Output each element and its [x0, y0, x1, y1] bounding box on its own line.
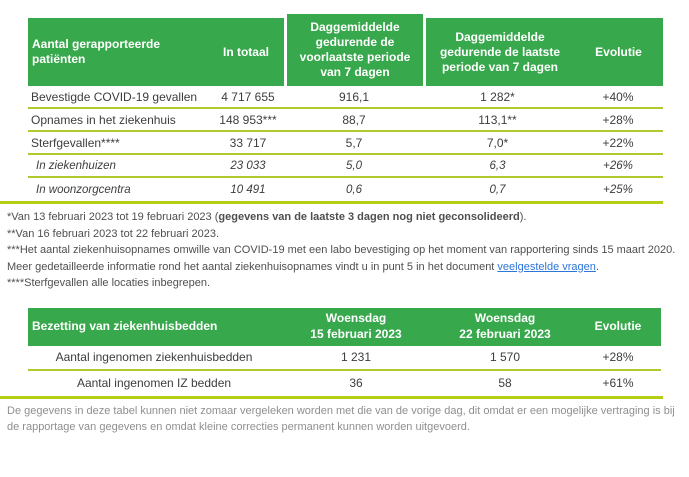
header-block-right	[426, 18, 663, 86]
bed-occupancy-section	[7, 308, 684, 399]
reported-patients-header-row	[28, 18, 663, 86]
table1-bottom-divider	[0, 201, 663, 204]
cell-total: 148 953***	[219, 112, 277, 127]
footnote-3	[7, 242, 683, 275]
cell-total: 10 491	[230, 183, 266, 196]
footnote-1-suffix: ).	[519, 211, 527, 223]
cell-evolution: +28%	[602, 112, 634, 127]
footnote-3-text: ***Het aantal ziekenhuisopnames omwille van COVID-19 met een labo bevestiging op het moment van rapportering sinds 15 maart 2020. Meer gedetailleerde informatie rond het aantal ziekenhuisopnames vindt u in punt 5 in het document	[7, 244, 676, 273]
cell-last-period: 7,0*	[486, 135, 509, 150]
table-row-hospital-admissions	[28, 109, 663, 132]
table-row-confirmed-cases	[28, 86, 663, 109]
footnote-3-suffix: .	[595, 260, 599, 273]
footnote-2: **Van 16 februari 2023 tot 22 februari 2023.	[7, 227, 220, 240]
cell-feb15: 1 231	[340, 350, 372, 364]
table-row-deaths-hospitals	[28, 155, 663, 178]
col-header-feb22-line2: 22 februari 2023	[459, 326, 551, 341]
footnote-1	[7, 209, 683, 226]
col-header-bed-occupancy: Bezetting van ziekenhuisbedden	[32, 318, 218, 333]
footnote-4: ****Sterfgevallen alle locaties inbegrepen.	[7, 277, 211, 289]
row-label: Sterfgevallen****	[31, 135, 120, 150]
col-header-feb22-line1: Woensdag	[474, 310, 536, 325]
col-header-last-period: Daggemiddelde gedurende de laatste periode van 7 dagen	[439, 29, 561, 74]
bed-occupancy-table	[28, 308, 661, 396]
cell-evolution: +61%	[602, 376, 634, 390]
cell-prev-period: 5,7	[345, 135, 363, 150]
cell-prev-period: 916,1	[338, 89, 370, 104]
cell-evolution: +40%	[602, 89, 634, 104]
footnote-1-text: *Van 13 februari 2023 tot 19 februari 2023 (	[7, 211, 219, 223]
cell-prev-period: 88,7	[342, 112, 366, 127]
row-label: Bevestigde COVID-19 gevallen	[31, 89, 198, 104]
table2-bottom-divider	[0, 396, 663, 399]
reported-patients-table	[28, 18, 663, 201]
col-header-patients: Aantal gerapporteerde patiënten	[32, 37, 161, 66]
cell-evolution: +25%	[603, 183, 633, 196]
cell-evolution: +28%	[602, 350, 634, 364]
faq-link[interactable]: veelgestelde vragen	[497, 260, 596, 273]
col-header-total: In totaal	[222, 44, 269, 59]
col-header-feb15	[277, 311, 435, 342]
footnotes	[7, 209, 683, 292]
col-header-feb15-line1: Woensdag	[325, 310, 387, 325]
col-header-prev-period: Daggemiddelde gedurende de voorlaatste periode van 7 dagen	[287, 14, 423, 86]
table-row-icu-beds	[28, 371, 661, 396]
col-header-feb15-line2: 15 februari 2023	[310, 326, 402, 341]
cell-prev-period: 5,0	[346, 159, 362, 172]
cell-feb15: 36	[349, 376, 363, 390]
cell-evolution: +26%	[603, 159, 633, 172]
row-label: Opnames in het ziekenhuis	[31, 112, 176, 127]
col-header-feb22	[435, 311, 575, 342]
reported-patients-section	[7, 18, 684, 204]
table-row-deaths	[28, 132, 663, 155]
cell-last-period: 0,7	[489, 183, 506, 196]
cell-last-period: 113,1**	[478, 112, 517, 127]
cell-total: 33 717	[229, 135, 267, 150]
header-block-left	[28, 18, 284, 86]
cell-total: 4 717 655	[221, 89, 275, 104]
cell-total: 23 033	[230, 159, 266, 172]
row-label: Aantal ingenomen IZ bedden	[76, 376, 232, 390]
cell-evolution: +22%	[602, 135, 634, 150]
row-label: In ziekenhuizen	[36, 159, 116, 172]
cell-feb22: 58	[498, 376, 512, 390]
cell-last-period: 1 282*	[480, 89, 515, 104]
bed-occupancy-header-row	[28, 308, 661, 346]
cell-feb22: 1 570	[489, 350, 521, 364]
report-page	[7, 0, 684, 436]
col-header-evolution: Evolutie	[595, 44, 642, 59]
cell-prev-period: 0,6	[346, 183, 362, 196]
table-row-deaths-carehomes	[28, 178, 663, 201]
footnote-1-bold: gegevens van de laatste 3 dagen nog niet geconsolideerd	[218, 211, 520, 223]
row-label: Aantal ingenomen ziekenhuisbedden	[55, 350, 253, 364]
row-label: In woonzorgcentra	[36, 183, 131, 196]
table-row-hospital-beds	[28, 346, 661, 371]
comparison-disclaimer: De gegevens in deze tabel kunnen niet zomaar vergeleken worden met die van de vorige dag, dit omdat er een mogelijke vertraging is bij de rapportage van gegevens en omdat kleine correcties permanent kunnen worden uitgevoerd.	[7, 404, 675, 433]
cell-last-period: 6,3	[489, 159, 506, 172]
col-header-evolution2: Evolutie	[594, 318, 642, 333]
